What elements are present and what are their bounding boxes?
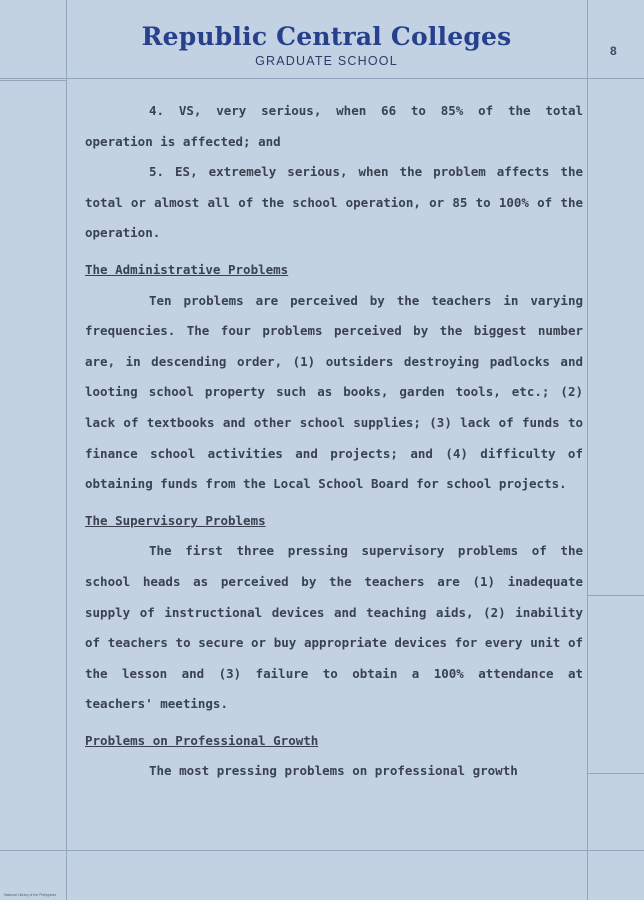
section-paragraph-supervisory: The first three pressing supervisory problems of the school heads as perceived by the teachers are (1) inadequate supply of instructional devices and teaching aids, (2) inability of teachers to secure or buy appropriate devices for every unit of the lesson and (3) failure to obtain a 100% attendance at teachers' meetings. [85,543,583,712]
page-number: 8 [610,44,617,58]
right-margin-tick-2 [587,773,644,774]
footer-rule [0,850,644,851]
right-margin-tick-1 [587,595,644,596]
body-text [85,96,583,787]
section-heading-professional-growth: Problems on Professional Growth [85,732,319,748]
college-name: Republic Central Colleges [141,22,512,51]
school-name: GRADUATE SCHOOL [255,54,398,68]
list-item-4: 4. VS, very serious, when 66 to 85% of the total operation is affected; and [85,103,583,149]
left-margin-rule [66,0,67,900]
section-heading-administrative: The Administrative Problems [85,261,289,277]
list-item-5: 5. ES, extremely serious, when the problem affects the total or almost all of the school operation, or 85 to 100% of the operation. [85,164,583,241]
letterhead [66,22,587,68]
section-paragraph-professional-growth: The most pressing problems on professional growth [149,763,518,779]
left-margin-tick [0,80,66,81]
archive-footer-note: National Library of the Philippines [4,893,57,897]
section-heading-supervisory: The Supervisory Problems [85,512,266,528]
right-margin-rule [587,0,588,900]
header-rule [0,78,644,79]
section-paragraph-administrative: Ten problems are perceived by the teachers in varying frequencies. The four problems perceived by the biggest number are, in descending order, (1) outsiders destroying padlocks and looting school property such as books, garden tools, etc.; (2) lack of textbooks and other school supplies; (3) lack of funds to finance school activities and projects; and (4) difficulty of obtaining funds from the Local School Board for school projects. [85,292,583,492]
